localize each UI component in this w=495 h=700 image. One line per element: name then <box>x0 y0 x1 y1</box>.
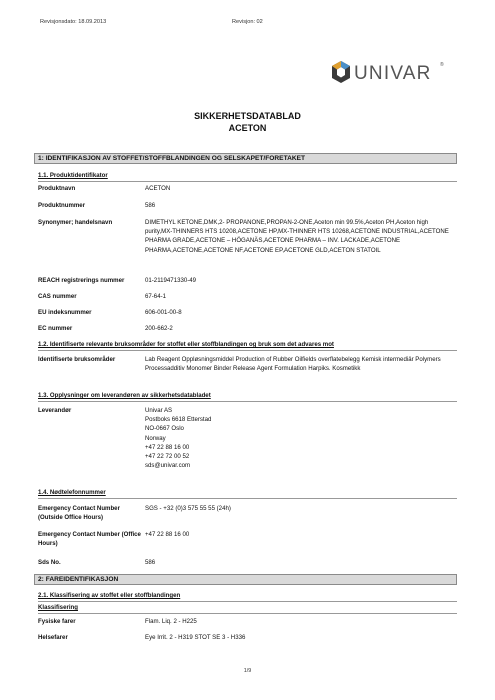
sds-number-label: Sds No. <box>38 559 61 566</box>
emergency-outside-hours-value: SGS - +32 (0)3 575 55 55 (24h) <box>145 505 231 512</box>
divider <box>38 350 457 351</box>
subsection-1-4-title: 1.4. Nødtelefonnummer <box>38 489 106 496</box>
section-2-heading: 2: FAREIDENTIFIKASJON <box>34 574 457 585</box>
ec-number-label: EC nummer <box>38 325 73 332</box>
univar-logo <box>330 60 450 88</box>
sds-number-value: 586 <box>145 559 156 566</box>
document-title: SIKKERHETSDATABLAD <box>194 111 301 121</box>
ec-number-value: 200-662-2 <box>145 325 173 332</box>
product-number-value: 586 <box>145 202 156 209</box>
supplier-line: NO-0667 Oslo <box>145 425 184 433</box>
divider <box>38 498 457 499</box>
divider <box>38 181 457 182</box>
supplier-phone: +47 22 88 16 00 <box>145 443 190 451</box>
univar-hex-icon <box>330 60 352 84</box>
cas-number-value: 67-64-1 <box>145 293 167 300</box>
page-number: 1/9 <box>243 668 252 674</box>
emergency-office-hours-label: Emergency Contact Number (Office Hours) <box>38 531 141 548</box>
divider <box>38 601 457 602</box>
supplier-label: Leverandør <box>38 407 72 414</box>
reach-number-value: 01-2119471330-49 <box>145 277 197 284</box>
subsection-1-1-title: 1.1. Produktidentifikator <box>38 172 108 179</box>
supplier-line: Norway <box>145 434 166 442</box>
revision-date: Revisjonsdato: 18.09.2013 <box>40 19 107 25</box>
supplier-line: Postboks 6618 Etterstad <box>145 416 212 424</box>
identified-uses-value: Lab Reagent Oppløsningsmiddel Production of Rubber Oilfields overflatebelegg Kemisk intermediär Polymers Processadditiv Monomer Binder Release Agent Formulation Harpiks. Kosmetikk <box>145 356 441 373</box>
supplier-phone: +47 22 72 00 52 <box>145 453 190 461</box>
supplier-line: Univar AS <box>145 407 173 414</box>
product-name-value: ACETON <box>145 185 171 192</box>
physical-hazards-value: Flam. Liq. 2 - H225 <box>145 618 197 625</box>
section-1-heading: 1: IDENTIFIKASJON AV STOFFET/STOFFBLANDINGEN OG SELSKAPET/FORETAKET <box>34 153 457 164</box>
document-subtitle: ACETON <box>228 123 267 133</box>
supplier-address <box>145 406 455 470</box>
reach-number-label: REACH registrerings nummer <box>38 277 125 284</box>
divider <box>38 401 457 402</box>
logo-registered-mark: ® <box>440 62 444 68</box>
subsection-1-2-title: 1.2. Identifiserte relevante bruksområder for stoffet eller stoffblandingen og bruk som det advares mot <box>38 341 334 348</box>
logo-wordmark: UNIVAR <box>354 63 432 84</box>
cas-number-label: CAS nummer <box>38 293 77 300</box>
classification-title: Klassifisering <box>38 604 78 611</box>
synonyms-label: Synonymer; handelsnavn <box>38 219 113 226</box>
eu-index-label: EU indeksnummer <box>38 309 92 316</box>
eu-index-value: 606-001-00-8 <box>145 309 182 316</box>
product-number-label: Produktnummer <box>38 202 86 209</box>
divider <box>38 613 457 614</box>
identified-uses-label: Identifiserte bruksområder <box>38 356 116 363</box>
synonyms-value: DIMETHYL KETONE,DMK,2- PROPANONE,PROPAN-2-ONE,Aceton min 99.5%,Aceton PH,Aceton high purity,MX-THINNERS HTS 10208,ACETONE HP,MX-THINNER HTS 10268,ACETONE INDUSTRIAL,ACETONE PHARMA GRADE,ACETONE – HÖGANÄS,ACETONE PHARMA – INV. LACKADE,ACETONE PHARMA,ACETONE,ACETONE NF,ACETONE EP,ACETONE GLD,ACETON STATOIL <box>145 219 449 254</box>
emergency-outside-hours-label: Emergency Contact Number (Outside Office Hours) <box>38 505 120 522</box>
health-hazards-label: Helsefarer <box>38 634 68 641</box>
physical-hazards-label: Fysiske farer <box>38 618 76 625</box>
subsection-1-3-title: 1.3. Opplysninger om leverandøren av sikkerhetsdatabladet <box>38 392 211 399</box>
supplier-email: sds@univar.com <box>145 462 191 470</box>
subsection-2-1-title: 2.1. Klassifisering av stoffet eller stoffblandingen <box>38 592 181 599</box>
product-name-label: Produktnavn <box>38 185 76 192</box>
revision-number: Revisjon: 02 <box>232 19 263 25</box>
health-hazards-value: Eye Irrit. 2 - H319 STOT SE 3 - H336 <box>145 634 246 641</box>
emergency-office-hours-value: +47 22 88 16 00 <box>145 531 190 538</box>
